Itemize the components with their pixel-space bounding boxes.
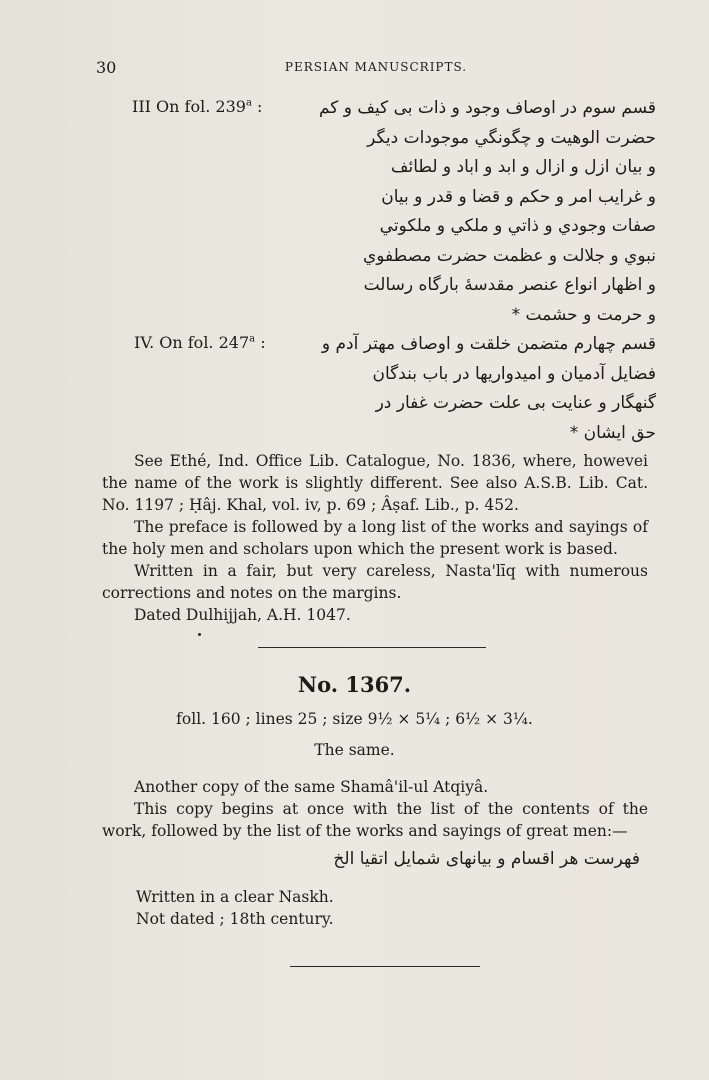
section-iii-label: III On fol. 239$^a$ : — [132, 97, 263, 116]
persian-line: قسم سوم در اوصاف وجود و ذات بی کیف و کم — [318, 98, 656, 118]
persian-line: و اظهار انواع عنصر مقدسهٔ بارگاه رسالت — [363, 275, 656, 295]
page-header — [96, 58, 656, 80]
date-note: Not dated ; 18th century. — [136, 910, 334, 928]
running-title: PERSIAN MANUSCRIPTS. — [284, 60, 468, 74]
title-same: The same. — [314, 741, 395, 759]
persian-line: حق ایشان * — [569, 422, 656, 443]
persian-line: قسم چهارم متضمن خلقت و اوصاف مهتر آدم و — [321, 334, 656, 354]
paragraph: The preface is followed by a long list of the works and sayings of the holy men and scholars upon which the present work is based. — [102, 518, 648, 558]
persian-line: گنهگار و عنایت بی علت حضرت غفار در — [375, 393, 656, 413]
separator-rule — [258, 647, 486, 648]
script-note: Written in a clear Naskh. — [136, 888, 334, 906]
paragraph: Another copy of the same Shamâ'il-ul Atqiyâ. — [134, 778, 489, 796]
persian-line: نبوي و جلالت و عظمت حضرت مصطفوي — [362, 245, 656, 266]
paragraph: See Ethé, Ind. Office Lib. Catalogue, No. 1836, where, howevei the name of the work is slightly different. See also A.S.B. Lib. Cat. No. 1197 ; Ḥâj. Khal, vol. iv, p. 69 ; Âṣaf. Lib., p. 452. — [102, 452, 648, 514]
section-iv-persian-text — [296, 330, 656, 448]
paragraph: This copy begins at once with the list of the contents of the work, followed by the list of the works and sayings of great men:— — [102, 800, 648, 840]
paragraph: Written in a fair, but very careless, Nasta'līq with numerous corrections and notes on the margins. — [102, 562, 648, 602]
persian-line: حضرت الوهیت و چگونگي موجودات دیگر — [367, 127, 656, 148]
description-block-2 — [102, 776, 648, 842]
persian-line: صفات وجودي و ذاتي و ملکي و ملکوتي — [379, 216, 656, 236]
persian-line: فضایل آدمیان و امیدواریها در باب بندگان — [372, 363, 656, 384]
separator-rule-bottom — [290, 966, 480, 967]
persian-quote: فهرست هر اقسام و بیانهای شمایل اتقیا الخ — [333, 849, 640, 869]
description-block — [102, 450, 648, 626]
page-number: 30 — [96, 58, 117, 77]
persian-line: و غرایب امر و حکم و قضا و قدر و بیان — [381, 186, 656, 207]
entry-number: No. 1367. — [297, 672, 412, 697]
section-iii-persian-text — [296, 94, 656, 330]
manuscript-specs: foll. 160 ; lines 25 ; size 9½ × 5¼ ; 6½ × 3¼. — [176, 710, 533, 728]
persian-line: و حرمت و حشمت * — [511, 304, 656, 325]
persian-line: و بیان ازل و ازال و ابد و اباد و لطائف — [390, 157, 656, 177]
dated-line: Dated Dulhijjah, A.H. 1047. — [134, 606, 351, 624]
ink-dot — [198, 633, 201, 636]
section-iv-label: IV. On fol. 247$^a$ : — [134, 333, 266, 352]
